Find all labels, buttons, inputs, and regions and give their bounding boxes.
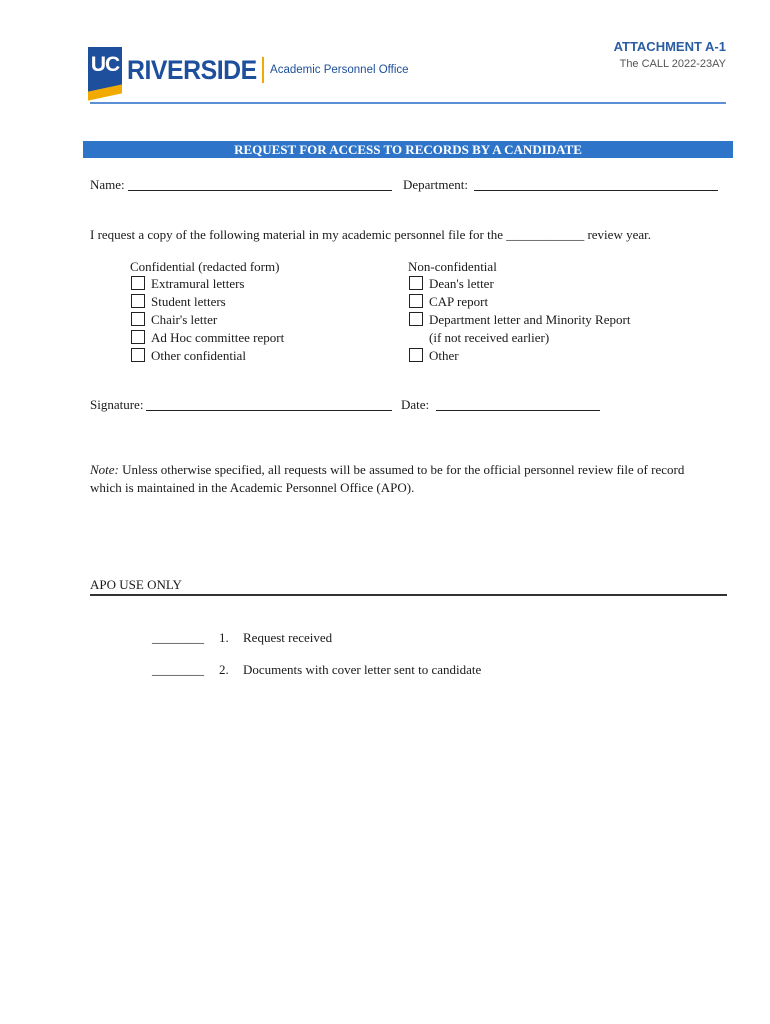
signature-label: Signature:	[90, 397, 144, 412]
apo-step-label: Request received	[243, 630, 333, 645]
name-field[interactable]	[128, 190, 392, 191]
confidential-item: Student letters	[151, 294, 226, 309]
apo-step-number: 2.	[219, 662, 229, 677]
confidential-item: Other confidential	[151, 348, 246, 363]
logo-uc-text: UC	[90, 53, 120, 76]
note-text-line2: which is maintained in the Academic Personnel Office (APO).	[90, 480, 415, 495]
note-text-line1: Unless otherwise specified, all requests will be assumed to be for the official personnel review file of record	[118, 462, 685, 477]
apo-step-blank[interactable]: ________	[152, 662, 204, 677]
checkbox-ad-hoc-report[interactable]	[131, 330, 145, 344]
request-text: I request a copy of the following material in my academic personnel file for the ____________ review year.	[90, 227, 651, 242]
date-field[interactable]	[436, 410, 600, 411]
call-label: The CALL 2022-23AY	[619, 58, 726, 70]
logo-divider	[262, 57, 264, 83]
confidential-item: Extramural letters	[151, 276, 245, 291]
apo-step-number: 1.	[219, 630, 229, 645]
checkbox-chairs-letter[interactable]	[131, 312, 145, 326]
attachment-label: ATTACHMENT A-1	[613, 39, 726, 54]
checkbox-cap-report[interactable]	[409, 294, 423, 308]
non-confidential-note: (if not received earlier)	[429, 330, 550, 345]
apo-heading: APO USE ONLY	[90, 577, 182, 592]
non-confidential-item: Dean's letter	[429, 276, 494, 291]
checkbox-deans-letter[interactable]	[409, 276, 423, 290]
non-confidential-item: Department letter and Minority Report	[429, 312, 631, 327]
confidential-heading: Confidential (redacted form)	[130, 259, 280, 274]
confidential-item: Chair's letter	[151, 312, 218, 327]
non-confidential-item: Other	[429, 348, 459, 363]
checkbox-other-confidential[interactable]	[131, 348, 145, 362]
header-divider	[90, 102, 726, 104]
checkbox-other[interactable]	[409, 348, 423, 362]
note-label: Note:	[90, 462, 119, 477]
non-confidential-item: CAP report	[429, 294, 489, 309]
checkbox-extramural-letters[interactable]	[131, 276, 145, 290]
signature-field[interactable]	[146, 410, 392, 411]
checkbox-department-letter[interactable]	[409, 312, 423, 326]
logo-office-text: Academic Personnel Office	[270, 64, 409, 76]
note-paragraph	[90, 462, 684, 478]
confidential-item: Ad Hoc committee report	[151, 330, 285, 345]
name-label: Name:	[90, 177, 125, 192]
checkbox-student-letters[interactable]	[131, 294, 145, 308]
apo-step-label: Documents with cover letter sent to candidate	[243, 662, 482, 677]
apo-step-blank[interactable]: ________	[152, 630, 204, 645]
apo-divider	[90, 594, 727, 596]
ucr-logo	[88, 44, 409, 96]
logo-gold-stripe	[88, 84, 122, 100]
department-label: Department:	[403, 177, 468, 192]
non-confidential-heading: Non-confidential	[408, 259, 497, 274]
department-field[interactable]	[474, 190, 718, 191]
form-title: REQUEST FOR ACCESS TO RECORDS BY A CANDIDATE	[83, 141, 733, 158]
uc-mark	[88, 47, 122, 93]
date-label: Date:	[401, 397, 430, 412]
logo-riverside-text: RIVERSIDE	[127, 54, 257, 85]
